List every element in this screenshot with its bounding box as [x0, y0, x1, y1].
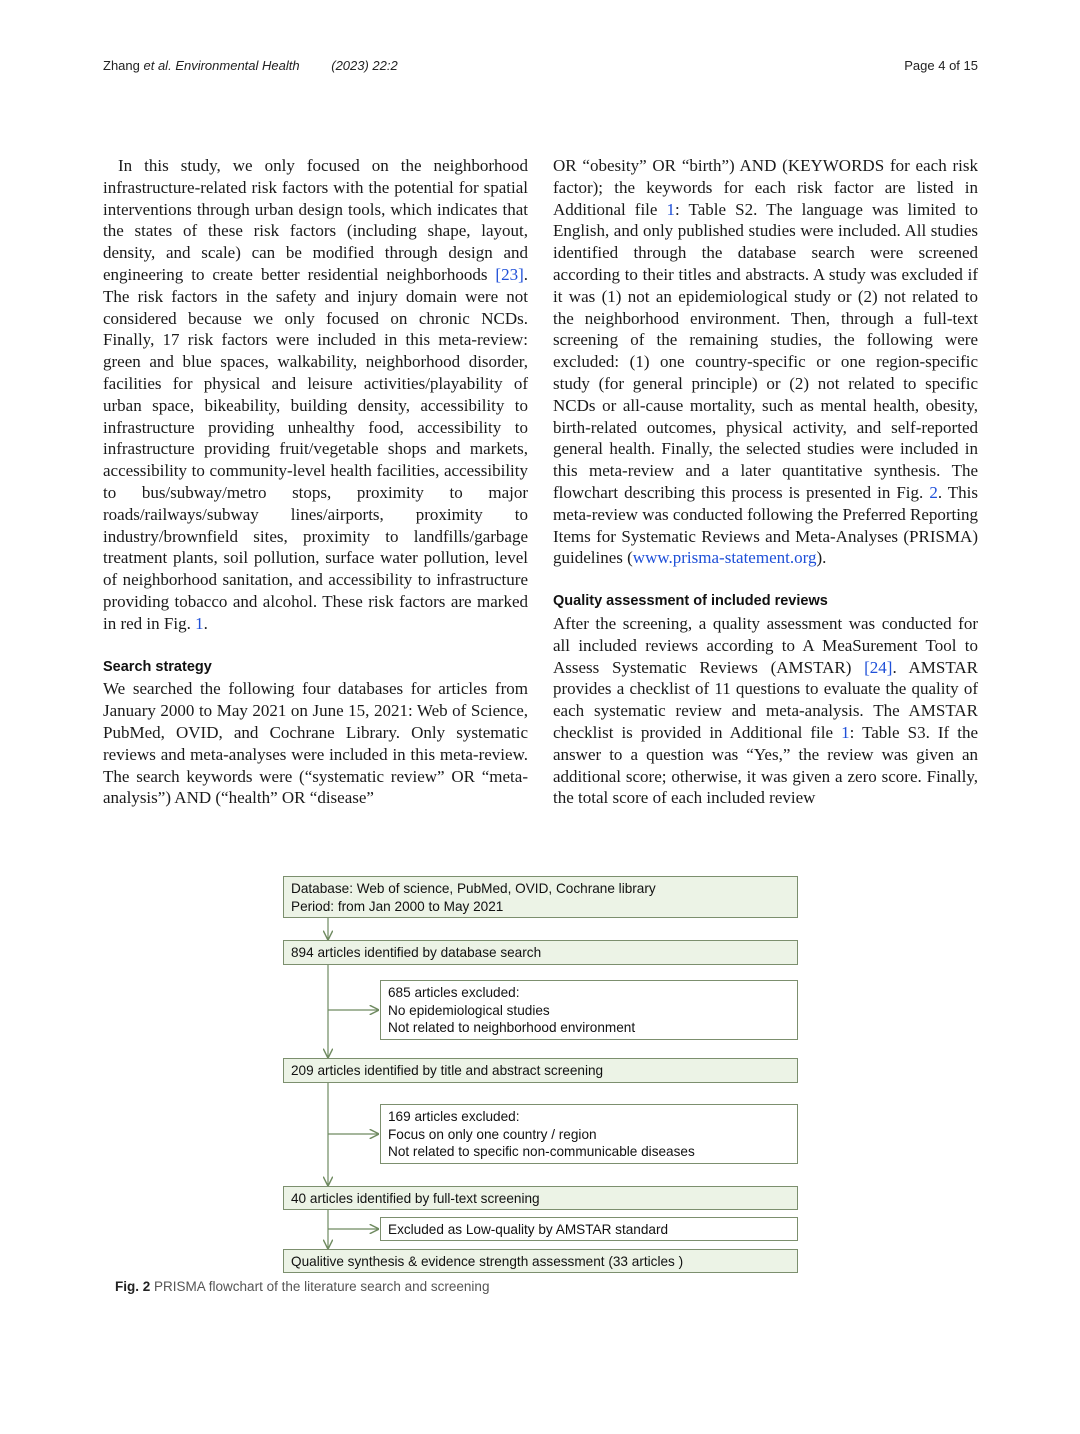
lowquality-box: Excluded as Low-quality by AMSTAR standard — [380, 1217, 798, 1241]
caption-label: Fig. 2 — [115, 1279, 151, 1294]
citation-year: (2023) 22:2 — [331, 58, 398, 73]
fig-1-link[interactable]: 1 — [195, 613, 204, 633]
flowchart-connectors — [100, 868, 820, 1308]
fulltext-box: 40 articles identified by full-text screening — [283, 1186, 798, 1210]
page-number: Page 4 of 15 — [904, 58, 978, 73]
left-column — [103, 155, 528, 809]
etal: et al. — [143, 58, 172, 73]
quality-assessment-heading: Quality assessment of included reviews — [553, 593, 828, 610]
additional-file-link[interactable]: 1 — [666, 199, 676, 219]
figure-caption — [115, 1279, 489, 1294]
prisma-url-link[interactable]: www.prisma-statement.org — [632, 548, 817, 568]
ref-23-link[interactable]: [23] — [495, 264, 524, 284]
prisma-flowchart — [100, 868, 820, 1308]
database-box: Database: Web of science, PubMed, OVID, Cochrane library Period: from Jan 2000 to May 2021 — [283, 876, 798, 918]
intro-paragraph: In this study, we only focused on the neighborhood infrastructure-related risk factors with the potential for spatial interventions through urban design tools, which indicates that the states of these risk factors (including shape, layout, density, and scale) can be modified through design and engineering to create better residential neighborhoods [23]. The risk factors in the safety and injury domain were not considered because we only focused on chronic NCDs. Finally, 17 risk factors were included in this meta-review: green and blue spaces, walkability, neighborhood disorder, facilities for physical and leisure activities/playability of urban space, bikeability, building density, accessibility to infrastructure providing unhealthy food, accessibility to infrastructure providing fruit/vegetable shops and markets, accessibility to community-level health facilities, accessibility to bus/subway/metro stops, proximity to major roads/railways/subway lines/airports, proximity to industry/brownfield sites, proximity to landfills/garbage treatment plants, soil pollution, surface water pollution, level of neighborhood sanitation, and accessibility to infrastructure providing tobacco and alcohol. These risk factors are marked in red in Fig. 1. — [103, 156, 528, 633]
authors: Zhang — [103, 58, 140, 73]
right-column — [553, 155, 978, 809]
search-strategy-paragraph: We searched the following four databases for articles from January 2000 to May 2021 on June 15, 2021: Web of Science, PubMed, OVID, and Cochrane Library. Only systematic reviews and meta-analyses were included in this meta-review. The search keywords were (“systematic review” OR “meta-analysis”) AND (“health” OR “disease” — [103, 679, 528, 808]
running-head — [103, 58, 978, 78]
journal-name: Environmental Health — [175, 58, 300, 73]
screened-box: 209 articles identified by title and abstract screening — [283, 1058, 798, 1083]
excluded-box-2: 169 articles excluded: Focus on only one country / region Not related to specific non-communicable diseases — [380, 1104, 798, 1164]
search-strategy-heading: Search strategy — [103, 658, 212, 675]
quality-assessment-paragraph: After the screening, a quality assessment was conducted for all included reviews according to A MeaSurement Tool to Assess Systematic Reviews (AMSTAR) [24]. AMSTAR provides a checklist of 11 questions to evaluate the quality of each systematic review and meta-analysis. The AMSTAR checklist is provided in Additional file 1: Table S3. If the answer to a question was “Yes,” the review was given an additional score; otherwise, it was given a zero score. Finally, the total score of each included review — [553, 613, 979, 808]
synthesis-box: Qualitive synthesis & evidence strength assessment (33 articles ) — [283, 1249, 798, 1273]
citation-info — [103, 58, 398, 73]
caption-text: PRISMA flowchart of the literature search and screening — [154, 1279, 490, 1294]
ref-24-link[interactable]: [24] — [864, 657, 893, 677]
fig-2-link[interactable]: 2 — [929, 482, 938, 502]
excluded-box-1: 685 articles excluded: No epidemiological studies Not related to neighborhood environment — [380, 980, 798, 1040]
identified-box: 894 articles identified by database search — [283, 940, 798, 965]
screening-paragraph: OR “obesity” OR “birth”) AND (KEYWORDS for each risk factor); the keywords for each risk factor are listed in Additional file 1: Table S2. The language was limited to English, and only published studies were included. All studies identified through the database search were screened according to their titles and abstracts. A study was excluded if it was (1) not an epidemiological study or (2) not related to the neighborhood environment. Then, through a full-text screening of the remaining studies, the following were excluded: (1) one country-specific or one region-specific study (for general principle) or (2) not related to specific NCDs or all-cause mortality, such as mental health, obesity, birth-related outcomes, physical activity, and self-reported general health. Finally, the selected studies were included in this meta-review and a later quantitative synthesis. The flowchart describing this process is presented in Fig. 2. This meta-review was conducted following the Preferred Reporting Items for Systematic Reviews and Meta-Analyses (PRISMA) guidelines (www.prisma-statement.org). — [553, 156, 979, 568]
additional-file-link-2[interactable]: 1 — [841, 722, 850, 742]
